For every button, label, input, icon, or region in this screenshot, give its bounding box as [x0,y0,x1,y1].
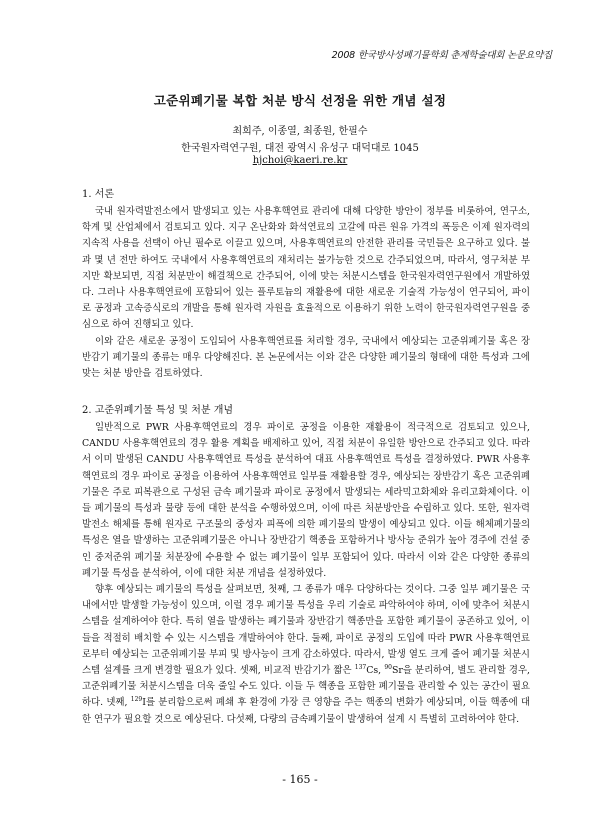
isotope-mass-number: 129 [130,696,143,704]
section-heading: 2. 고준위폐기물 특성 및 처분 개념 [82,405,234,416]
page-number: - 165 - [282,773,318,786]
paper-authors: 최희주, 이종열, 최종원, 한필수 [232,126,368,137]
paragraph-text: 향후 예상되는 폐기물의 특성을 살펴보면, 첫째, 그 종류가 매우 다양하다는 것이다. 그중 일부 폐기물은 국내에서만 발생할 가능성이 있으며, 이럴 경우 폐기물 특성을 우리 기술로 파악하여야 하며, 이에 맞추어 처분시스템을 설계하여야 한다. 특히 열을 발생하는 폐기물과 장반감기 핵종만을 포함한 폐기물이 공존하고 있어, 이들을 적절히 배치할 수 있는 시스템을 개발하여야 한다. 둘째, 파이로 공정의 도입에 따라 PWR 사용후핵연료로부터 예상되는 고준위폐기물 부피 및 방사능이 크게 감소하였다. 따라서, 발생 열도 크게 줄어 폐기물 처분시스템 설계를 크게 변경할 필요가 있다. 셋째, 비교적 반감기가 짧은 [82,584,530,677]
isotope-mass-number: 137 [354,663,367,671]
paper-affiliation: 한국원자력연구원, 대전 광역시 유성구 대덕대로 1045 [181,143,419,154]
isotope-mass-number: 90 [384,663,392,671]
paragraph: 이와 같은 새로운 공정이 도입되어 사용후핵연료를 처리할 경우, 국내에서 예상되는 고준위폐기물 혹은 장반감기 폐기물의 종류는 매우 다양해진다. 본 논문에서는 이와 같은 다양한 폐기물의 형태에 대한 특성과 그에 맞는 처분 방안을 검토하였다. [82,335,530,380]
paragraph [82,582,530,728]
isotope-symbol: I [142,697,146,709]
isotope-symbol: Cs, [366,665,382,677]
paper-title: 고준위폐기물 복합 처분 방식 선정을 위한 개념 설정 [153,93,447,108]
section-waste-characteristics [82,401,530,728]
proceedings-header: 2008 한국방사성폐기물학회 춘계학술대회 논문요약집 [331,50,552,61]
paragraph: 일반적으로 PWR 사용후핵연료의 경우 파이로 공정을 이용한 재활용이 적극적으로 검토되고 있으나, CANDU 사용후핵연료의 경우 활용 계획을 배제하고 있어, 직접 처분이 유일한 방안으로 간주되고 있다. 따라서 이미 발생된 CANDU 사용후핵연료 특성을 분석하여 대표 사용후핵연료 특성을 결정하였다. PWR 사용후핵연료의 경우 파이로 공정을 이용하여 사용후핵연료 일부를 재활용할 경우, 예상되는 장반감기 혹은 고준위폐기물은 주로 피복관으로 구성된 금속 폐기물과 파이로 공정에서 발생되는 세라믹고화체와 유리고화체이다. 이들 폐기물의 특성과 물량 등에 대한 분석을 수행하였으며, 이에 따른 처분방안을 수립하고 있다. 또한, 원자력발전소 해체를 통해 원자로 구조물의 중성자 피폭에 의한 폐기물의 발생이 예상되고 있다. 이들 해체폐기물의 특성은 열을 발생하는 고준위폐기물은 아니나 장반감기 핵종을 포함하거나 방사능 준위가 높아 경주에 건설 중인 중저준위 폐기물 처분장에 수용할 수 없는 폐기물이 일부 포함되어 있다. 따라서 이와 같은 다양한 종류의 폐기물 특성을 분석하여, 이에 대한 처분 개념을 설정하였다. [82,422,530,579]
author-email-link[interactable]: hjchoi@kaeri.re.kr [252,155,348,166]
section-introduction [82,185,530,382]
section-heading: 1. 서론 [82,189,115,200]
paragraph-text: 를 분리함으로써 폐쇄 후 환경에 가장 큰 영향을 주는 핵종의 변화가 예상되며, 이들 핵종에 대한 연구가 필요할 것으로 예상된다. 다섯째, 다량의 금속폐기물이 발생하여 설계 시 특별히 고려하여야 한다. [82,697,531,725]
paragraph-text: 을 분리하여, 별도 관리할 경우, 고준위폐기물 처분시스템을 더욱 줄일 수도 있다. 이들 두 핵종을 포함한 폐기물을 관리할 수 있는 공간이 필요하다. 넷째, [82,665,531,709]
isotope-symbol: Sr [391,665,403,677]
paragraph: 국내 원자력발전소에서 발생되고 있는 사용후핵연료 관리에 대해 다양한 방안이 정부를 비롯하여, 연구소, 학계 및 산업체에서 검토되고 있다. 지구 온난화와 화석연료의 고갈에 따른 원유 가격의 폭등은 이제 원자력의 지속적 사용을 선택이 아닌 필수로 이끌고 있으며, 사용후핵연료의 안전한 관리를 국민들은 요구하고 있다. 불과 몇 년 전만 하여도 국내에서 사용후핵연료의 재처리는 불가능한 것으로 간주되었으며, 따라서, 영구처분 부지만 확보되면, 직접 처분만이 해결책으로 간주되어, 이에 맞는 처분시스템을 한국원자력연구원에서 개발하였다. 그러나 사용후핵연료에 포함되어 있는 플루토늄의 재활용에 대한 새로운 기술적 가능성이 연구되어, 파이로 공정과 고속증식로의 개발을 통해 원자력 자원을 효율적으로 이용하기 위한 노력이 한국원자력연구원을 중심으로 하여 진행되고 있다. [82,206,530,331]
